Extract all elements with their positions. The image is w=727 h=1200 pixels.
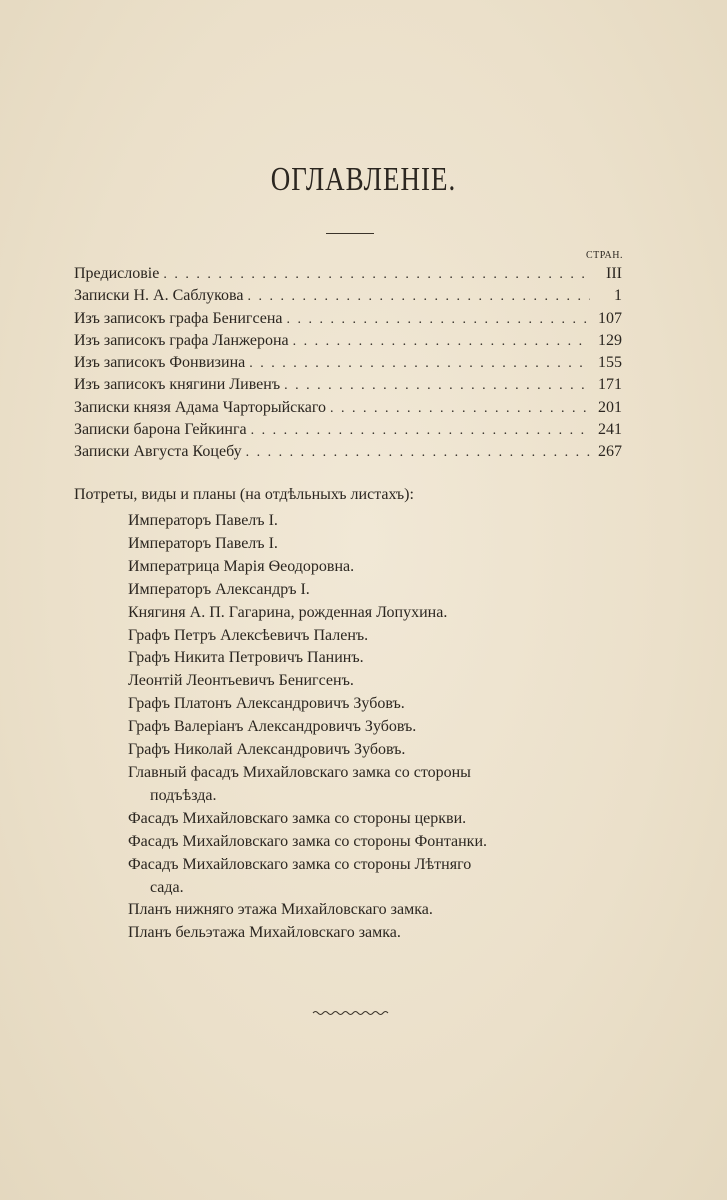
toc-entry [74, 287, 622, 309]
plate-line: Императрица Марія Ѳеодоровна. [128, 557, 355, 575]
table-of-contents [74, 265, 622, 466]
plate-item [128, 556, 628, 579]
plate-line: Императоръ Павелъ I. [128, 512, 278, 529]
plate-item [128, 625, 628, 648]
toc-entry-page: 155 [598, 354, 622, 372]
plate-line-continuation: подъѣзда. [150, 786, 217, 804]
toc-entry [74, 376, 622, 398]
plate-item [128, 716, 628, 739]
toc-entry [74, 265, 622, 287]
plate-item [128, 854, 628, 900]
plate-item [128, 579, 628, 602]
toc-entry-page: 267 [598, 443, 622, 461]
plate-line: Планъ бельэтажа Михайловскаго замка. [128, 924, 401, 942]
plate-line: Графъ Валеріанъ Александровичъ Зубовъ. [128, 718, 417, 736]
dot-leader [251, 423, 590, 439]
plate-line: Фасадъ Михайловскаго замка со стороны церкви. [128, 809, 467, 827]
plate-line: Фасадъ Михайловскаго замка со стороны Фонтанки. [128, 832, 488, 850]
toc-entry [74, 443, 622, 465]
toc-entry-title: Изъ записокъ графа Ланжерона [74, 331, 289, 349]
plate-item [128, 922, 628, 945]
title-rule [326, 233, 374, 234]
dot-leader [287, 312, 590, 328]
toc-entry-title: Записки барона Гейкинга [74, 421, 247, 439]
toc-entry-title: Изъ записокъ графа Бенигсена [74, 309, 283, 327]
toc-entry [74, 310, 622, 332]
plate-line: Императоръ Александръ I. [128, 580, 310, 598]
plate-line-continuation: сада. [150, 878, 184, 896]
dot-leader [249, 356, 590, 372]
plate-item [128, 808, 628, 831]
toc-entry-page: 1 [614, 287, 622, 305]
dot-leader [163, 267, 590, 283]
toc-entry-title: Предисловіе [74, 265, 160, 282]
toc-entry-page: 107 [598, 309, 622, 327]
plate-item [128, 693, 628, 716]
toc-entry-page: 129 [598, 331, 622, 349]
plate-item [128, 831, 628, 854]
toc-entry [74, 354, 622, 376]
plate-item [128, 647, 628, 670]
toc-entry-page: 241 [598, 421, 622, 439]
toc-entry [74, 332, 622, 354]
toc-entry-title: Записки Августа Коцебу [74, 443, 242, 461]
dot-leader [293, 334, 590, 350]
dot-leader [247, 289, 590, 305]
plate-line: Графъ Платонъ Александровичъ Зубовъ. [128, 695, 405, 713]
plate-line: Планъ нижняго этажа Михайловскаго замка. [128, 901, 433, 919]
toc-entry-page: 171 [598, 376, 622, 394]
plate-item [128, 899, 628, 922]
page-title: ОГЛАВЛЕНІЕ. [270, 160, 457, 198]
plates-heading: Потреты, виды и планы (на отдѣльныхъ листахъ): [74, 486, 414, 503]
toc-entry-title: Изъ записокъ Фонвизина [74, 354, 246, 372]
plate-item [128, 602, 628, 625]
plate-line: Главный фасадъ Михайловскаго замка со стороны [128, 763, 471, 781]
plate-line: Графъ Петръ Алексѣевичъ Паленъ. [128, 626, 369, 644]
plate-line: Леонтій Леонтьевичъ Бенигсенъ. [128, 672, 354, 690]
plate-item [128, 670, 628, 693]
dot-leader [284, 378, 590, 394]
toc-entry-page: III [606, 265, 622, 282]
plate-line: Графъ Никита Петровичъ Панинъ. [128, 649, 364, 667]
plate-item [128, 533, 628, 556]
plate-line: Императоръ Павелъ I. [128, 534, 278, 552]
plate-item [128, 762, 628, 808]
wavy-ornament-divider [312, 1008, 390, 1018]
plate-line: Графъ Николай Александровичъ Зубовъ. [128, 741, 406, 759]
dot-leader [246, 445, 590, 461]
toc-entry-title: Изъ записокъ княгини Ливенъ [74, 376, 281, 394]
dot-leader [330, 401, 590, 417]
plate-item [128, 510, 628, 533]
plates-list [128, 510, 628, 945]
toc-entry [74, 399, 622, 421]
plate-line: Княгиня А. П. Гагарина, рожденная Лопухина. [128, 603, 448, 621]
toc-entry-page: 201 [598, 398, 622, 416]
toc-entry [74, 421, 622, 443]
toc-entry-title: Записки Н. А. Саблукова [74, 287, 244, 305]
toc-entry-title: Записки князя Адама Чарторыйскаго [74, 398, 327, 416]
page-column-label: СТРАН. [585, 250, 623, 261]
plate-item [128, 739, 628, 762]
plate-line: Фасадъ Михайловскаго замка со стороны Лѣтняго [128, 855, 472, 873]
